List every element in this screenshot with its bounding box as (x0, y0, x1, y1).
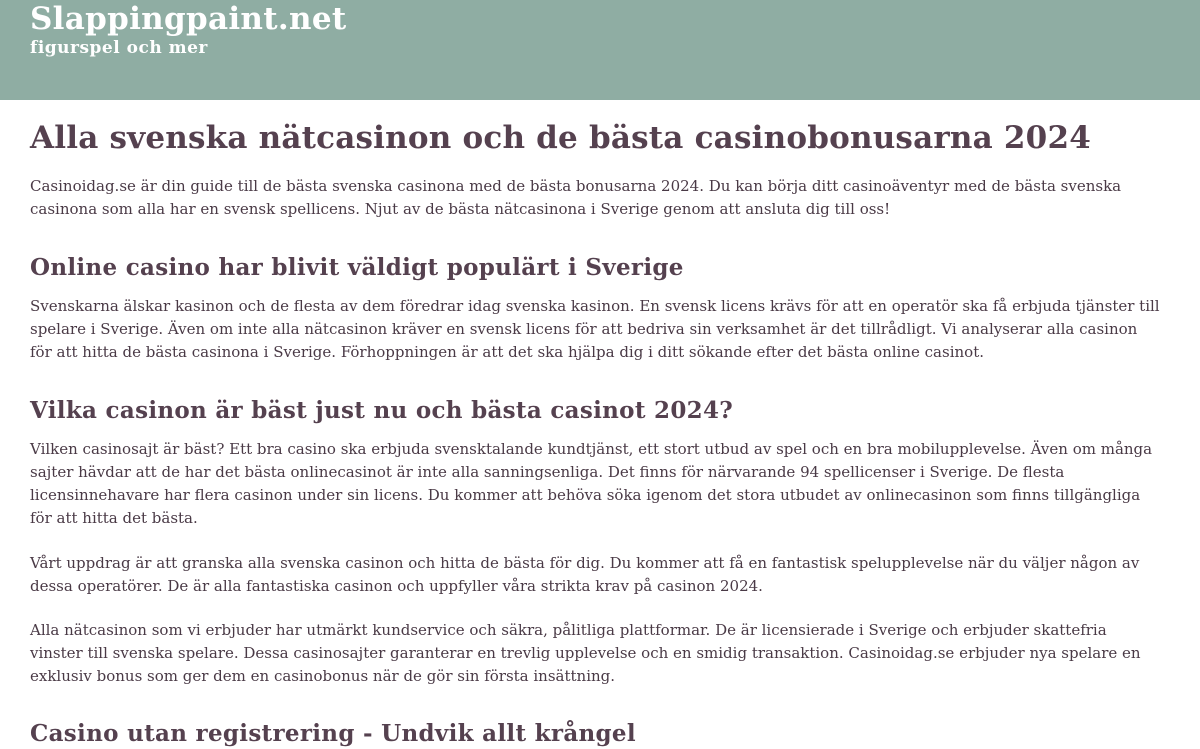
paragraph-line: exklusiv bonus som ger dem en casinobonus när de gör sin första insättning. (30, 667, 616, 685)
site-header (0, 0, 1200, 100)
paragraph-line: för att hitta de bästa casinona i Sverige. Förhoppningen är att det ska hjälpa dig i ditt sökande efter det bästa online casinot. (30, 343, 984, 361)
paragraph-line: Svenskarna älskar kasinon och de flesta av dem föredrar idag svenska kasinon. En svensk licens krävs för att en operatör ska få erbjuda tjänster till (30, 297, 1160, 315)
page-title: Alla svenska nätcasinon och de bästa casinobonusarna 2024 (30, 120, 1091, 156)
section-heading-popularity: Online casino har blivit väldigt populärt i Sverige (30, 254, 684, 281)
paragraph-line: Alla nätcasinon som vi erbjuder har utmärkt kundservice och säkra, pålitliga plattformar. De är licensierade i Sverige och erbjuder skattefria (30, 621, 1107, 639)
intro-line: Casinoidag.se är din guide till de bästa svenska casinona med de bästa bonusarna 2024. Du kan börja ditt casinoäventyr med de bästa svenska (30, 177, 1122, 195)
paragraph-line: spelare i Sverige. Även om inte alla nätcasinon kräver en svensk licens för att bedriva sin verksamhet är det tillrådligt. Vi analyserar alla casinon (30, 320, 1138, 338)
section-heading-no-registration: Casino utan registrering - Undvik allt krångel (30, 720, 636, 747)
section-paragraph-best-1 (30, 438, 1170, 530)
site-title-link[interactable]: Slappingpaint.net (30, 1, 347, 37)
section-paragraph-popularity (30, 295, 1170, 364)
paragraph-line: för att hitta det bästa. (30, 509, 198, 527)
site-tagline: figurspel och mer (30, 38, 208, 58)
paragraph-line: Vårt uppdrag är att granska alla svenska casinon och hitta de bästa för dig. Du kommer att få en fantastisk spelupplevelse när du väljer någon av (30, 554, 1140, 572)
section-paragraph-best-3 (30, 619, 1170, 688)
paragraph-line: Vilken casinosajt är bäst? Ett bra casino ska erbjuda svensktalande kundtjänst, ett stort utbud av spel och en bra mobilupplevelse. Även om många (30, 440, 1153, 458)
paragraph-line: licensinnehavare har flera casinon under sin licens. Du kommer att behöva söka igenom det stora utbudet av onlinecasinon som finns tillgängliga (30, 486, 1141, 504)
paragraph-line: sajter hävdar att de har det bästa onlinecasinot är inte alla sanningsenliga. Det finns för närvarande 94 spellicenser i Sverige. De flesta (30, 463, 1065, 481)
paragraph-line: dessa operatörer. De är alla fantastiska casinon och uppfyller våra strikta krav på casinon 2024. (30, 577, 763, 595)
intro-paragraph (30, 175, 1170, 221)
section-paragraph-best-2 (30, 552, 1170, 598)
paragraph-line: vinster till svenska spelare. Dessa casinosajter garanterar en trevlig upplevelse och en smidig transaktion. Casinoidag.se erbjuder nya spelare en (30, 644, 1141, 662)
section-heading-best-casinos: Vilka casinon är bäst just nu och bästa casinot 2024? (30, 397, 734, 424)
intro-line: casinona som alla har en svensk spellicens. Njut av de bästa nätcasinona i Sverige genom att ansluta dig till oss! (30, 200, 891, 218)
